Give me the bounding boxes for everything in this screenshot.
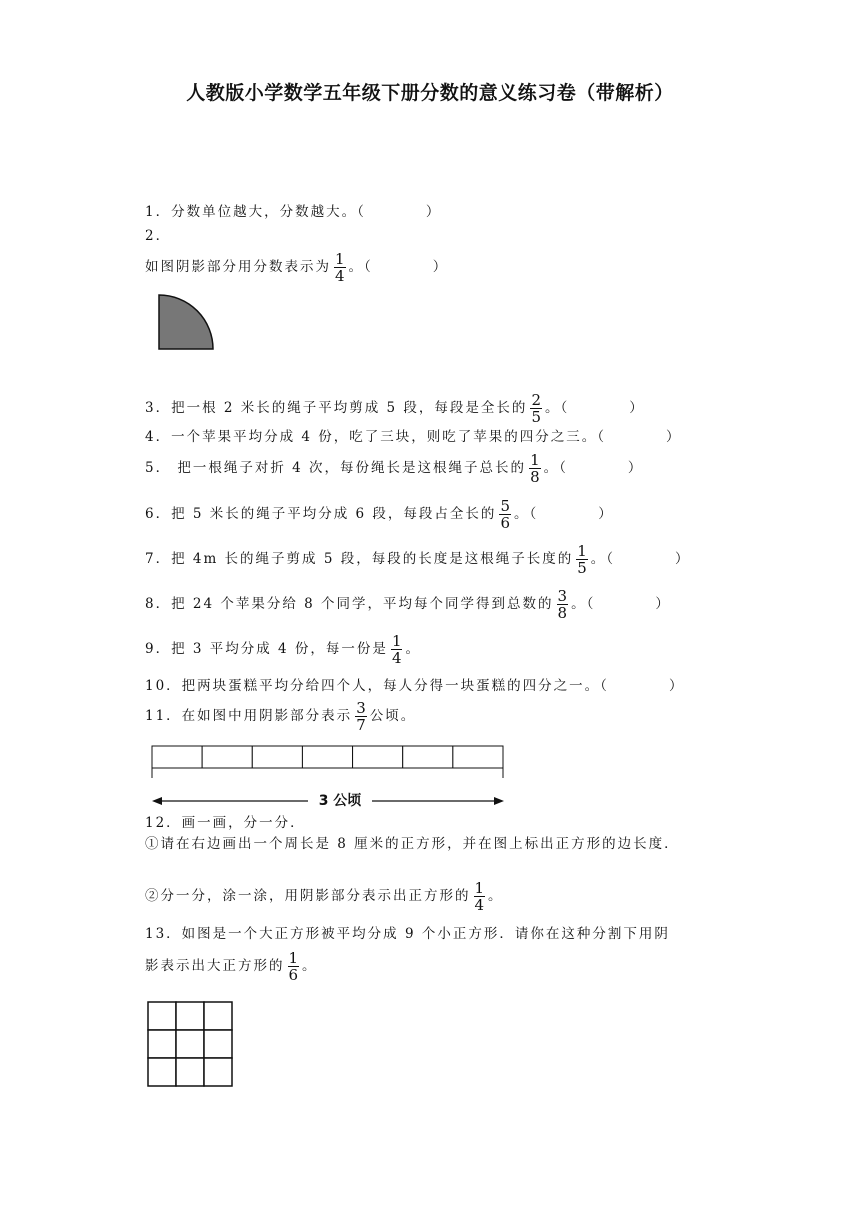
period: 。 (405, 641, 421, 657)
paren-close: ） (627, 460, 644, 476)
question-7 (145, 543, 691, 576)
bar-cell[interactable] (453, 746, 503, 768)
denominator: 5 (531, 408, 541, 426)
numerator: 1 (288, 949, 299, 967)
question-2 (145, 251, 448, 284)
denominator: 4 (391, 649, 402, 667)
paren-open: 。（ (348, 259, 373, 275)
paren-close: ） (675, 551, 691, 567)
numerator: 2 (531, 391, 541, 409)
page-title: 人教版小学数学五年级下册分数的意义练习卷（带解析） (186, 82, 674, 104)
numerator: 1 (391, 632, 402, 650)
question-text: 8．把 24 个苹果分给 8 个同学，平均每个同学得到总数的 (145, 596, 554, 612)
question-text: 11．在如图中用阴影部分表示 (145, 708, 353, 724)
paren-open: 。（ (590, 551, 616, 567)
question-1 (145, 203, 441, 221)
denominator: 5 (577, 559, 587, 577)
paren-close: ） (425, 204, 442, 220)
fraction (530, 392, 542, 425)
fraction (557, 588, 569, 621)
paren-open: 。（ (571, 596, 596, 612)
question-text: 1．分数单位越大，分数越大。（ (145, 204, 366, 220)
denominator: 8 (557, 604, 568, 622)
grid-cell[interactable] (204, 1002, 232, 1030)
bar-cell[interactable] (403, 746, 453, 768)
question-text: 6．把 5 米长的绳子平均分成 6 段，每段占全长的 (145, 506, 497, 522)
quarter-circle-figure (158, 294, 218, 350)
period: 。 (488, 888, 504, 904)
numerator: 3 (557, 587, 568, 605)
hectare-bar-figure (148, 742, 510, 812)
question-text: ②分一分，涂一涂，用阴影部分表示出正方形的 (145, 888, 471, 904)
question-6 (145, 498, 614, 531)
paren-open: 。（ (543, 460, 568, 476)
left-arrow-icon (152, 797, 162, 805)
question-2-number: 2． (145, 228, 172, 244)
bar-cell[interactable] (202, 746, 252, 768)
question-12-title: 12．画一画，分一分． (145, 815, 306, 831)
question-11 (145, 700, 416, 733)
paren-close: ） (668, 678, 685, 694)
numerator: 3 (356, 699, 366, 717)
nine-square-grid-figure (147, 1001, 235, 1089)
grid-cell[interactable] (148, 1002, 176, 1030)
fraction (576, 543, 588, 576)
bar-cell[interactable] (152, 746, 202, 768)
question-3 (145, 392, 645, 425)
grid-cell[interactable] (204, 1030, 232, 1058)
grid-cell[interactable] (148, 1030, 176, 1058)
denominator: 6 (500, 514, 510, 532)
unit-text: 公顷。 (369, 708, 417, 724)
bar-cell[interactable] (252, 746, 302, 768)
numerator: 1 (577, 542, 587, 560)
question-text: 4．一个苹果平均分成 4 份，吃了三块，则吃了苹果的四分之三。（ (145, 429, 607, 445)
paren-close: ） (666, 429, 682, 445)
question-13-line-1: 13．如图是一个大正方形被平均分成 9 个小正方形．请你在这种分割下用阴 (145, 926, 670, 942)
paren-open: 。（ (513, 506, 539, 522)
fraction (529, 452, 541, 485)
denominator: 4 (335, 267, 345, 285)
fraction (288, 950, 300, 983)
paren-close: ） (655, 596, 671, 612)
denominator: 4 (474, 896, 485, 914)
paren-open: 。（ (544, 400, 570, 416)
bar-cell[interactable] (302, 746, 352, 768)
question-text: 3．把一根 2 米长的绳子平均剪成 5 段，每段是全长的 (145, 400, 528, 416)
question-13-line-2 (145, 950, 318, 983)
grid-cell[interactable] (176, 1058, 204, 1086)
question-text: 如图阴影部分用分数表示为 (145, 259, 331, 275)
fraction (391, 633, 403, 666)
question-9 (145, 633, 421, 666)
fraction (355, 700, 367, 733)
question-4 (145, 428, 682, 446)
fraction (334, 251, 346, 284)
bar-cell[interactable] (353, 746, 403, 768)
right-arrow-icon (494, 797, 504, 805)
paren-close: ） (598, 506, 614, 522)
question-text: 9．把 3 平均分成 4 份，每一份是 (145, 641, 388, 657)
bar-label: 3 公顷 (318, 793, 362, 809)
denominator: 8 (530, 468, 540, 486)
denominator: 6 (288, 966, 299, 984)
question-text: 10．把两块蛋糕平均分给四个人，每人分得一块蛋糕的四分之一。（ (145, 678, 609, 694)
question-8 (145, 588, 671, 621)
period: 。 (302, 958, 318, 974)
question-10 (145, 677, 684, 695)
fraction (474, 880, 486, 913)
grid-cell[interactable] (204, 1058, 232, 1086)
paren-close: ） (432, 259, 449, 275)
question-12-part-1: ①请在右边画出一个周长是 8 厘米的正方形，并在图上标出正方形的边长度． (145, 836, 680, 852)
grid-cell[interactable] (176, 1002, 204, 1030)
grid-cell[interactable] (176, 1030, 204, 1058)
grid-cells[interactable] (148, 1002, 232, 1086)
numerator: 1 (335, 250, 345, 268)
question-5 (145, 452, 643, 485)
denominator: 7 (356, 716, 366, 734)
paren-close: ） (629, 400, 645, 416)
grid-cell[interactable] (148, 1058, 176, 1086)
question-text: 5． 把一根绳子对折 4 次，每份绳长是这根绳子总长的 (145, 460, 527, 476)
numerator: 1 (474, 879, 485, 897)
numerator: 5 (500, 497, 510, 515)
fraction (499, 498, 511, 531)
numerator: 1 (530, 451, 540, 469)
question-text: 7．把 4m 长的绳子剪成 5 段，每段的长度是这根绳子长度的 (145, 551, 574, 567)
question-12-part-2 (145, 880, 504, 913)
question-text: 影表示出大正方形的 (145, 958, 285, 974)
bar-cells[interactable] (152, 746, 503, 768)
